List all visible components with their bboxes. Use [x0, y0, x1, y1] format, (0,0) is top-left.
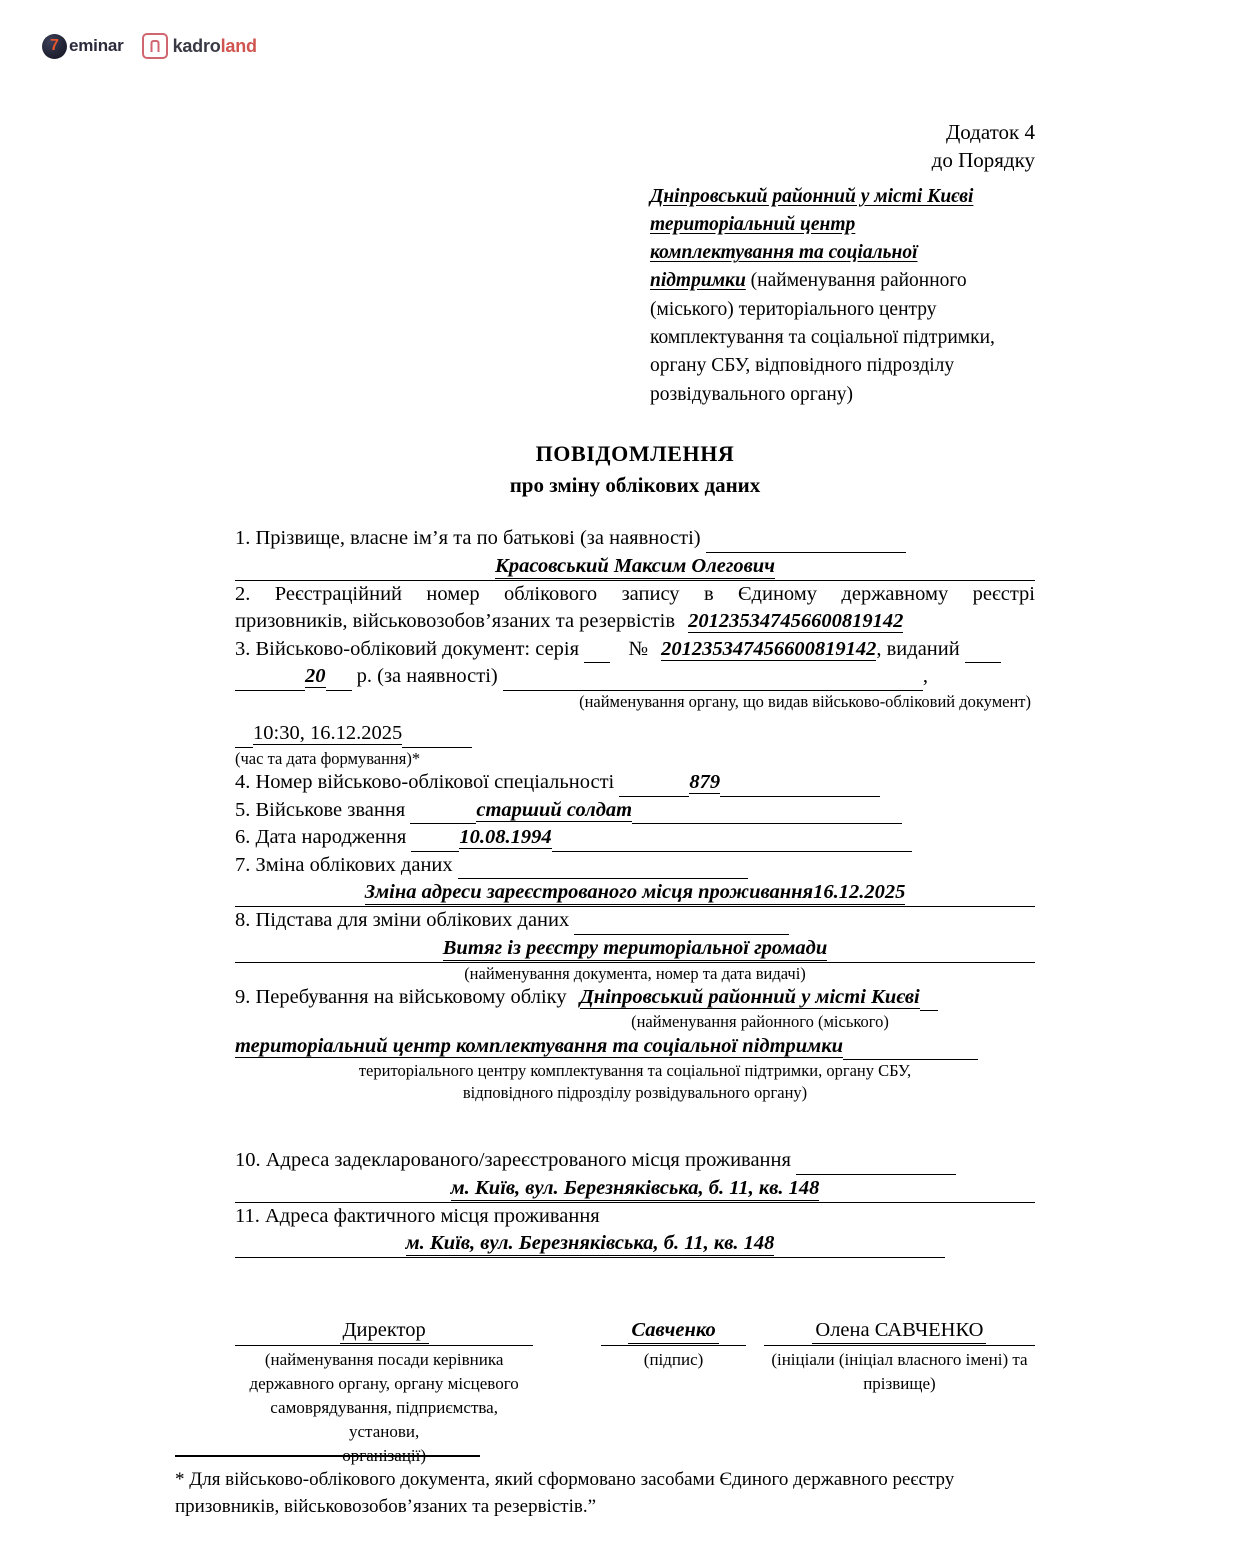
item-2-label-row-2 [235, 608, 1035, 635]
item-7-value-row[interactable] [235, 879, 1035, 907]
item-11-label-row [235, 1203, 1035, 1230]
item-9-registration-office [235, 984, 1035, 1103]
signature-name-caption-1: (ініціали (ініціал власного імені) та [771, 1349, 1028, 1369]
item-8-label: 8. Підстава для зміни облікових даних [235, 909, 570, 932]
item-3-number-sign: № [628, 637, 648, 660]
footnote-separator [175, 1455, 480, 1457]
item-4-label: 4. Номер військово-облікової спеціальності [235, 771, 615, 794]
item-9-value-row-2 [235, 1033, 1035, 1060]
item-10-blank[interactable] [796, 1154, 956, 1174]
org-caption-2: (міського) територіального центру [650, 298, 937, 320]
org-caption-4: органу СБУ, відповідного підрозділу [650, 355, 955, 377]
signature-position-caption-2: державного органу, органу місцевого [249, 1374, 519, 1394]
signature-name-caption-2: прізвище) [863, 1374, 936, 1394]
item-11-value-row[interactable] [235, 1230, 945, 1258]
org-caption-1: (найменування районного [745, 270, 967, 292]
item-6-value[interactable]: 10.08.1994 [459, 826, 552, 849]
kadroland-word-accent: land [220, 35, 257, 56]
signature-name-rule[interactable] [764, 1318, 1035, 1346]
item-2-value[interactable]: 201235347456600819142 [688, 610, 904, 633]
kadroland-house-icon [142, 33, 168, 59]
signature-position-value: Директор [340, 1319, 429, 1344]
item-8-value-row[interactable] [235, 935, 1035, 963]
item-5-value[interactable]: старший солдат [476, 798, 633, 821]
item-1-label-row [235, 525, 1035, 552]
item-1-full-name [235, 525, 1035, 581]
org-filled-line-1: Дніпровський районний у місті Києві [650, 185, 974, 207]
signature-name-caption [764, 1348, 1035, 1396]
item-9-caption-1: (найменування районного (міського) [631, 1012, 889, 1032]
item-4-specialty-number [235, 769, 1035, 796]
signature-sign-value: Савченко [628, 1319, 718, 1344]
item-5-blank-right[interactable] [632, 804, 902, 824]
item-8-change-basis [235, 907, 1035, 984]
signature-block [235, 1318, 1035, 1468]
item-3-year-prefix[interactable]: 20 [305, 665, 326, 688]
signature-sign-rule[interactable] [601, 1318, 746, 1346]
item-11-actual-address [235, 1203, 1035, 1259]
signature-position-caption-4: організації) [342, 1446, 427, 1466]
item-3-label-c: р. (за наявності) [356, 665, 498, 688]
zeminar-wordmark: eminar [69, 36, 124, 55]
org-filled-line-4: підтримки [650, 270, 746, 292]
item-9-value-line-2[interactable]: територіальний центр комплектування та соціальної підтримки [235, 1034, 844, 1057]
item-7-value: Зміна адреси зареєстрованого місця проживання [365, 880, 813, 905]
item-6-blank-left[interactable] [411, 831, 459, 851]
item-2-registry-number [235, 581, 1035, 636]
item-3-year-blank-left[interactable] [235, 670, 305, 690]
org-filled-line-2: територіальний центр [650, 213, 856, 235]
item-9-blank-1[interactable] [920, 991, 938, 1011]
item-10-label: 10. Адреса задекларованого/зареєстрованого місця проживання [235, 1149, 791, 1172]
item-8-caption: (найменування документа, номер та дата видачі) [464, 963, 806, 983]
kadroland-word-dark: kadro [172, 35, 221, 56]
item-6-date-of-birth [235, 824, 1035, 851]
item-7-label: 7. Зміна облікових даних [235, 853, 453, 876]
item-4-value[interactable]: 879 [689, 771, 721, 794]
item-3-formed-row [235, 720, 1035, 747]
item-10-label-row [235, 1147, 1035, 1174]
org-caption-5: розвідувального органу) [650, 383, 854, 405]
org-line-4 [650, 267, 1035, 295]
item-3-military-document [235, 636, 1035, 769]
signature-name-column [764, 1318, 1035, 1396]
item-3-comma: , [922, 665, 929, 688]
item-7-label-row [235, 852, 1035, 879]
kadroland-logo [142, 33, 257, 59]
zeminar-mark-icon: 7 [42, 34, 67, 59]
item-7-value-date: 16.12.2025 [813, 880, 905, 905]
item-4-row [235, 769, 1035, 796]
org-caption-3: комплектування та соціальної підтримки, [650, 327, 995, 349]
item-2-label-line-2: призовників, військовозобов’язаних та резервістів [235, 610, 676, 633]
item-8-value: Витяг із реєстру територіальної громади [443, 936, 828, 961]
item-10-value-row[interactable] [235, 1175, 1035, 1203]
footnote-line-1: * Для військово-облікового документа, який сформовано засобами Єдиного державного реєстру [175, 1469, 955, 1490]
item-10-registered-address [235, 1147, 1035, 1203]
item-9-value-line-1[interactable]: Дніпровський районний у місті Києві [579, 986, 920, 1009]
item-9-caption-2: територіального центру комплектування та соціальної підтримки, органу СБУ, [358, 1061, 912, 1081]
kadroland-wordmark [173, 36, 257, 57]
item-1-value: Красовський Максим Олегович [495, 554, 775, 579]
signature-position-caption-3: самоврядування, підприємства, установи, [270, 1398, 498, 1442]
branding-bar [42, 33, 257, 59]
item-5-blank-left[interactable] [410, 804, 476, 824]
issuing-organisation-block [650, 183, 1035, 409]
signature-position-caption [235, 1348, 533, 1469]
appendix-line-2: до Порядку [931, 148, 1035, 173]
document-content [235, 118, 1035, 1469]
item-3-year-row [235, 663, 1035, 690]
item-5-label: 5. Військове звання [235, 798, 406, 821]
item-6-label: 6. Дата народження [235, 826, 407, 849]
item-9-blank-2[interactable] [843, 1040, 978, 1060]
signature-name-value: Олена САВЧЕНКО [812, 1319, 986, 1344]
document-title: ПОВІДОМЛЕННЯ [535, 440, 735, 466]
item-9-label: 9. Перебування на військовому обліку [235, 986, 567, 1009]
item-10-value: м. Київ, вул. Березняківська, б. 11, кв. 148 [451, 1176, 820, 1201]
appendix-line-1: Додаток 4 [945, 120, 1035, 144]
signature-sign-column [601, 1318, 746, 1372]
item-5-military-rank [235, 797, 1035, 824]
item-9-label-row [235, 984, 1035, 1011]
item-8-blank[interactable] [574, 914, 789, 934]
item-1-blank-rule[interactable] [706, 532, 906, 552]
zeminar-logo [42, 34, 124, 59]
signature-position-column [235, 1318, 533, 1468]
item-4-blank-left[interactable] [619, 776, 689, 796]
item-1-label: 1. Прізвище, власне ім’я та по батькові (за наявності) [235, 527, 701, 550]
item-7-data-change [235, 852, 1035, 908]
item-3-label-b: , виданий [876, 637, 960, 660]
signature-sign-caption: (підпис) [643, 1349, 704, 1369]
signature-position-rule[interactable] [235, 1318, 533, 1346]
item-3-formed-caption: (час та дата формування)* [235, 748, 421, 768]
item-6-row [235, 824, 1035, 851]
item-3-issuer-caption: (найменування органу, що видав військово-обліковий документ) [579, 691, 1031, 711]
item-3-issued-blank[interactable] [965, 643, 1001, 663]
item-3-year-blank-right[interactable] [326, 670, 352, 690]
item-8-label-row [235, 907, 1035, 934]
item-1-value-row[interactable] [235, 553, 1035, 581]
footnote-line-2: призовників, військовозобов’язаних та резервістів.” [175, 1495, 597, 1517]
item-7-blank[interactable] [458, 859, 748, 879]
item-3-formed-at[interactable]: 10:30, 16.12.2025 [253, 722, 403, 745]
item-3-issuer-blank[interactable] [503, 670, 923, 690]
item-2-label-line-1: 2. Реєстраційний номер облікового запису в Єдиному державному реєстрі [235, 582, 1035, 605]
item-3-label-a: 3. Військово-обліковий документ: серія [235, 637, 580, 660]
item-3-document-number[interactable]: 201235347456600819142 [661, 637, 877, 660]
item-11-label: 11. Адреса фактичного місця проживання [235, 1204, 600, 1227]
item-3-formed-blank-left[interactable] [235, 727, 253, 747]
signature-position-caption-1: (найменування посади керівника [264, 1349, 504, 1369]
appendix-heading [235, 118, 1035, 175]
item-6-blank-right[interactable] [552, 831, 912, 851]
item-3-formed-blank-right[interactable] [402, 727, 472, 747]
item-5-row [235, 797, 1035, 824]
item-11-value: м. Київ, вул. Березняківська, б. 11, кв. 148 [406, 1231, 775, 1256]
item-4-blank-right[interactable] [720, 776, 880, 796]
org-filled-line-3: комплектування та соціальної [650, 242, 918, 264]
item-3-label-row [235, 636, 1035, 663]
item-3-series-blank[interactable] [584, 643, 610, 663]
item-9-caption-3: відповідного підрозділу розвідувального органу) [462, 1082, 808, 1102]
form-items [235, 525, 1035, 1258]
document-subtitle: про зміну облікових даних [509, 473, 761, 498]
footnote-block [175, 1455, 1055, 1521]
